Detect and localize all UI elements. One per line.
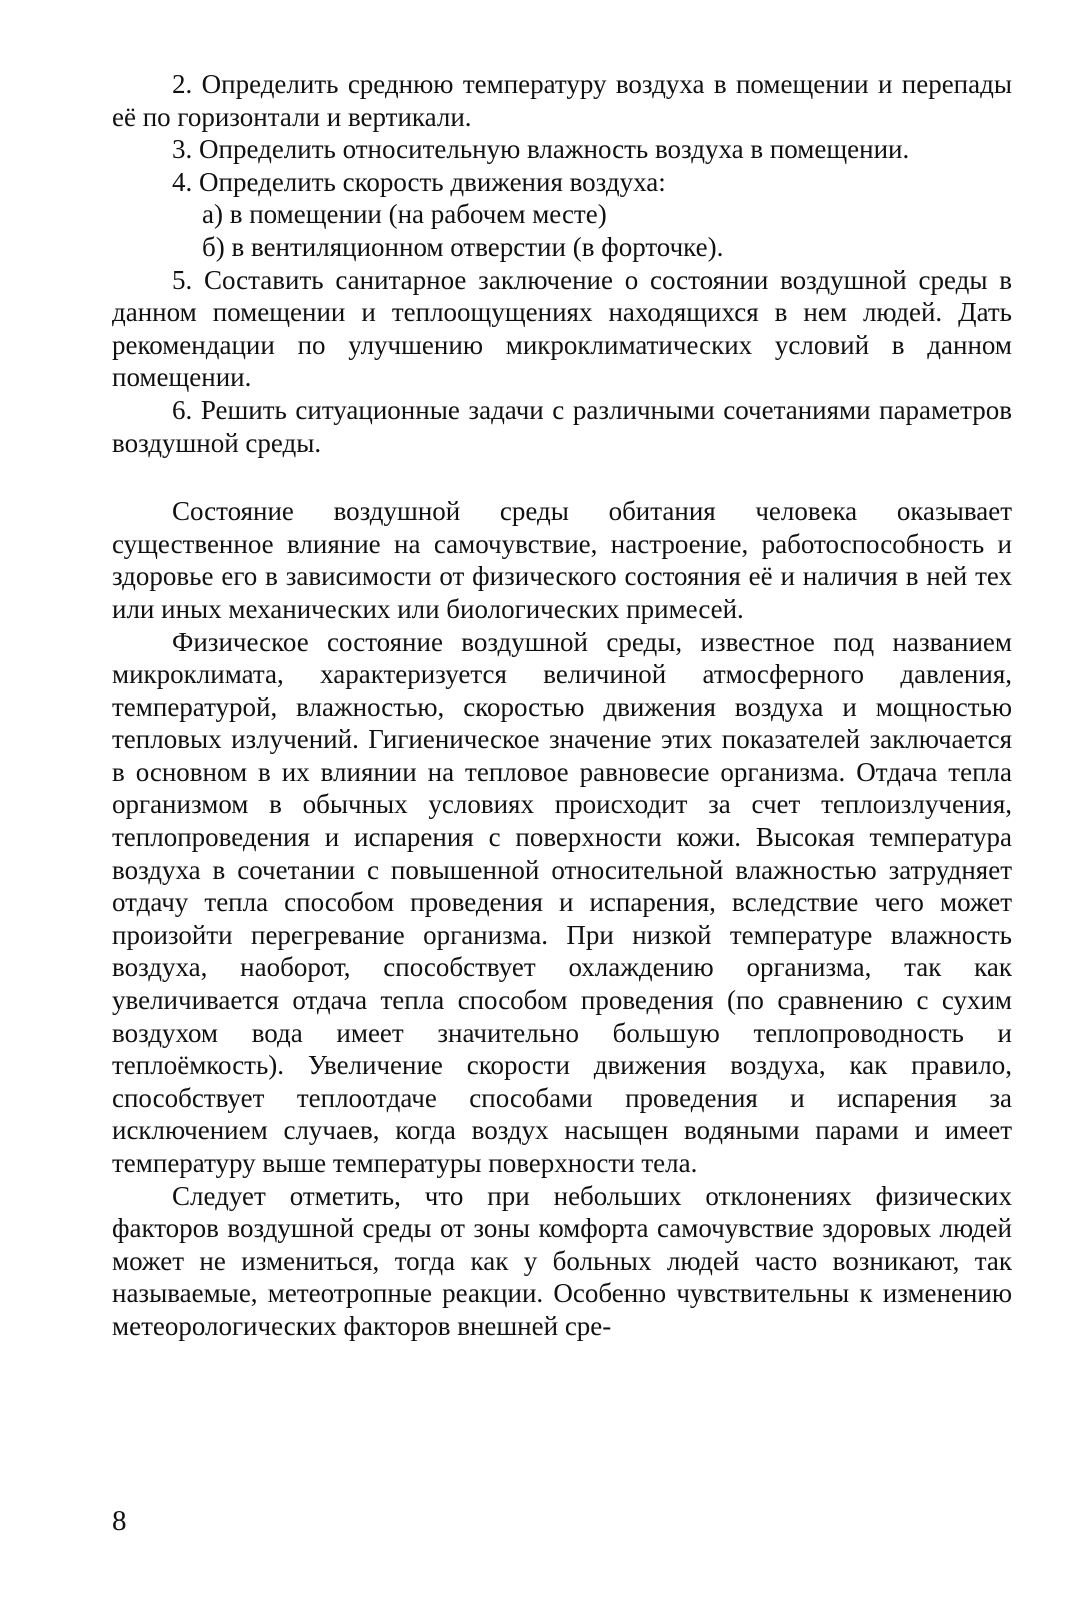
page-content <box>112 68 1012 1343</box>
task-item-3: 3. Определить относительную влажность воздуха в помещении. <box>172 134 910 165</box>
paragraph-air-environment: Состояние воздушной среды обитания человека оказывает существенное влияние на самочувствие, настроение, работоспособность и здоровье его в зависимости от физического состояния её и наличия в ней тех или иных механических или биологических примесей. <box>112 496 1012 624</box>
task-item-4: 4. Определить скорость движения воздуха: <box>172 166 666 197</box>
task-item-5: 5. Составить санитарное заключение о состоянии воздушной среды в данном помещении и теплоощущениях находящихся в нем людей. Дать рекомендации по улучшению микроклиматических условий в данном помещении. <box>112 264 1012 393</box>
task-item-6: 6. Решить ситуационные задачи с различными сочетаниями параметров воздушной среды. <box>112 394 1012 458</box>
body-text <box>112 495 1012 1342</box>
task-subitem-a: а) в помещении (на рабочем месте) <box>202 199 607 230</box>
task-item-2: 2. Определить среднюю температуру воздуха в помещении и перепады её по горизонтали и вертикали. <box>112 69 1012 132</box>
task-subitem-b: б) в вентиляционном отверстии (в форточке). <box>202 231 724 262</box>
task-list <box>112 68 1012 459</box>
paragraph-microclimate: Физическое состояние воздушной среды, известное под названием микроклимата, характеризуется величиной атмосферного давления, температурой, влажностью, скоростью движения воздуха и мощностью тепловых излучений. Гигиеническое значение этих показателей заключается в основном в их влиянии на тепловое равновесие организма. Отдача тепла организмом в обычных условиях происходит за счет теплоизлучения, теплопроведения и испарения с поверхности кожи. Высокая температура воздуха в сочетании с повышенной относительной влажностью затрудняет отдачу тепла способом проведения и испарения, вследствие чего может произойти перегревание организма. При низкой температуре влажность воздуха, наоборот, способствует охлаждению организма, так как увеличивается отдача тепла способом проведения (по сравнению с сухим воздухом вода имеет значительно большую теплопроводность и теплоёмкость). Увеличение скорости движения воздуха, как правило, способствует теплоотдаче способами проведения и испарения за исключением случаев, когда воздух насыщен водяными парами и имеет температуру выше температуры поверхности тела. <box>112 626 1012 1178</box>
paragraph-meteotropic: Следует отметить, что при небольших отклонениях физических факторов воздушной среды от зоны комфорта самочувствие здоровых людей может не измениться, тогда как у больных людей часто возникают, так называемые, метеотропные реакции. Особенно чувствительны к изменению метеорологических факторов внешней сре- <box>112 1180 1012 1341</box>
page-number: 8 <box>112 1505 127 1537</box>
